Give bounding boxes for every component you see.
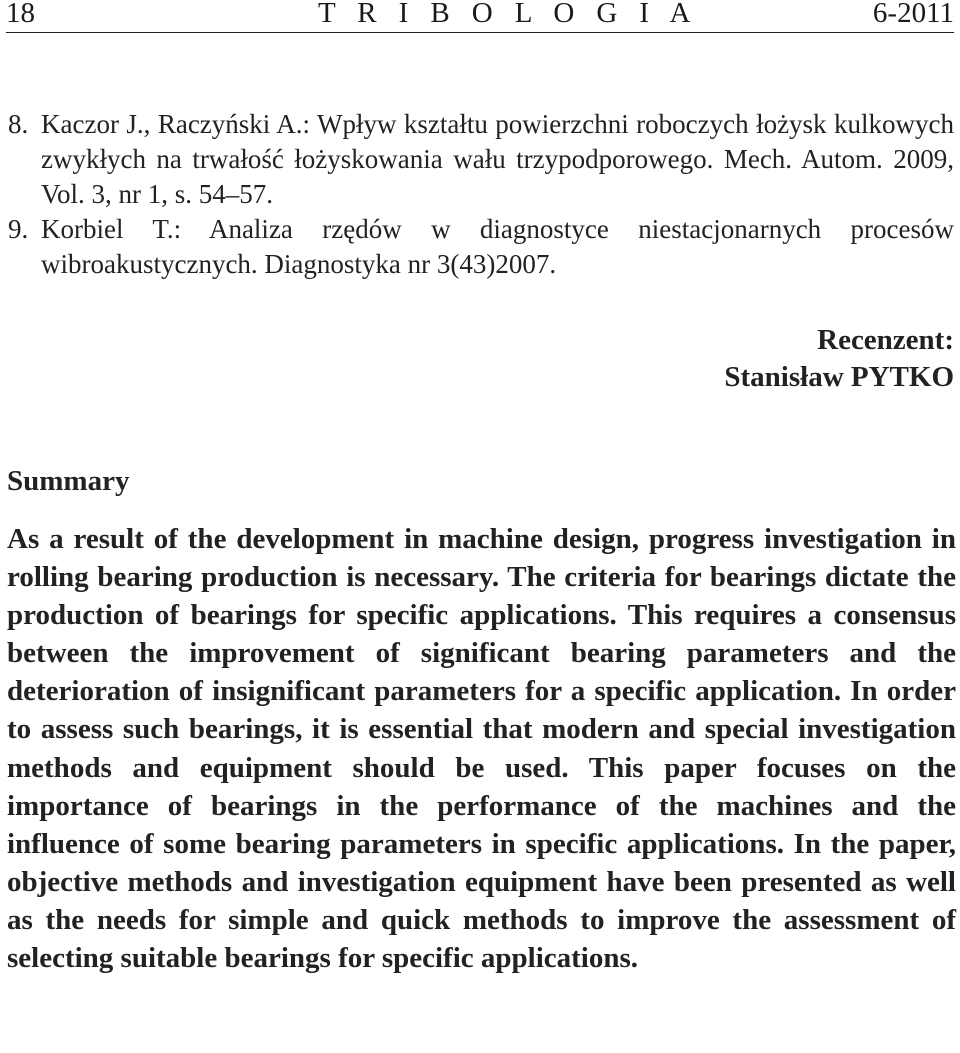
running-header — [6, 0, 954, 33]
reference-item — [8, 212, 954, 282]
reference-list — [8, 107, 954, 282]
reference-number: 9. — [8, 214, 29, 244]
reference-number: 8. — [8, 109, 29, 139]
reviewer-label: Recenzent: — [817, 324, 954, 356]
journal-title: T R I B O L O G I A — [318, 0, 698, 29]
summary-title: Summary — [7, 465, 130, 497]
reviewer-block — [554, 322, 954, 396]
reference-text: Korbiel T.: Analiza rzędów w diagnostyce niestacjonarnych procesów wibroakustycznych. Diagnostyka nr 3(43)2007. — [41, 214, 954, 279]
reference-item — [8, 107, 954, 212]
issue-number: 6-2011 — [872, 0, 954, 29]
reviewer-name: Stanisław PYTKO — [724, 361, 954, 393]
summary-text: As a result of the development in machine design, progress investigation in rolling bearing production is necessary. The criteria for bearings dictate the production of bearings for specific applications. This requires a consensus between the improvement of significant bearing parameters and the deterioration of insignificant parameters for a specific application. In order to assess such bearings, it is essential that modern and special investigation methods and equipment should be used. This paper focuses on the importance of bearings in the performance of the machines and the influence of some bearing parameters in specific applications. In the paper, objective methods and investigation equipment have been presented as well as the needs for simple and quick methods to improve the assessment of selecting suitable bearings for specific applications. — [7, 523, 956, 975]
reference-text: Kaczor J., Raczyński A.: Wpływ kształtu powierzchni roboczych łożysk kulkowych zwykłych na trwałość łożyskowania wału trzypodporowego. Mech. Autom. 2009, Vol. 3, nr 1, s. 54–57. — [41, 109, 954, 209]
page-number: 18 — [6, 0, 35, 29]
